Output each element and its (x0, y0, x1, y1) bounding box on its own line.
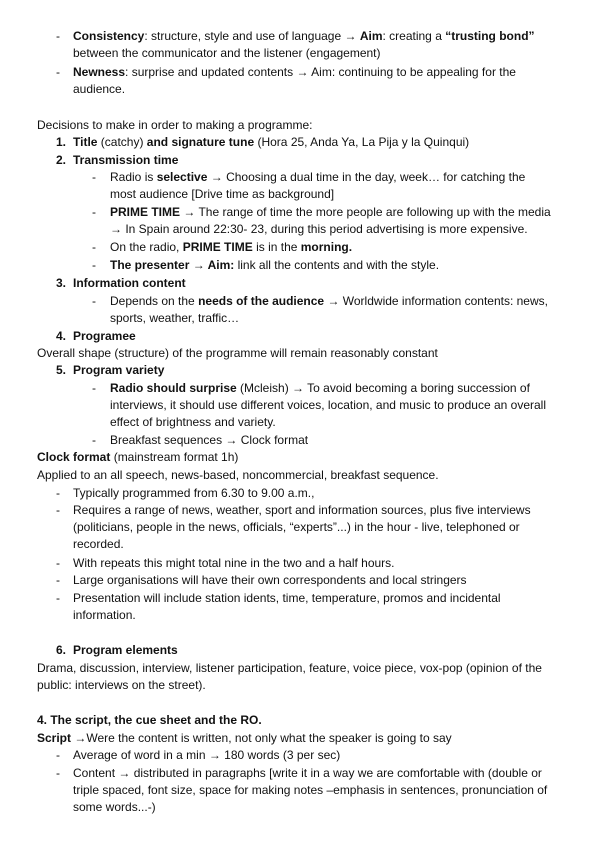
bullet-newness: Newness: surprise and updated contents → Aim: continuing to be appealing for the (73, 65, 516, 79)
sub-radio-prime: On the radio, PRIME TIME is in the morning. (110, 240, 353, 254)
item-number: 2. (56, 153, 67, 167)
sub-radio-surprise-cont2: effect of brightness and variety. (110, 415, 276, 429)
bullet-dash: - (56, 748, 60, 762)
item-number: 5. (56, 363, 67, 377)
item-number: 1. (56, 135, 67, 149)
sub-selective: Radio is selective → Choosing a dual time in the day, week… for catching the (110, 170, 526, 184)
sub-prime-time: PRIME TIME → The range of time the more people are following up with the media (110, 205, 551, 219)
bullet-dash: - (92, 294, 96, 308)
script-bullet-2-cont1: triple spaced, font size, space for making notes –emphasis in sentences, pronunciation of (73, 783, 548, 797)
clock-bullet-1: Typically programmed from 6.30 to 9.00 a.m., (73, 486, 315, 500)
sub-prime-time-cont: → In Spain around 22:30- 23, during this period advertising is more expensive. (110, 222, 528, 236)
clock-bullet-2-cont1: (politicians, people in the news, officials, “experts”...) in the hour - live, telephoned or (73, 520, 520, 534)
bullet-dash: - (92, 240, 96, 254)
bullet-dash: - (56, 486, 60, 500)
clock-bullet-2: Requires a range of news, weather, sport and information sources, plus five interviews (73, 503, 531, 517)
bullet-newness-cont: audience. (73, 82, 126, 96)
script-definition: Script →Were the content is written, not only what the speaker is going to say (37, 731, 452, 745)
script-bullet-2: Content → distributed in paragraphs [write it in a way we are comfortable with (double or (73, 766, 542, 780)
item-number: 6. (56, 643, 67, 657)
sub-radio-surprise: Radio should surprise (Mcleish) → To avoid becoming a boring succession of (110, 381, 530, 395)
clock-bullet-5: Presentation will include station idents, time, temperature, promos and incidental (73, 591, 501, 605)
program-elements-text-2: public: interviews on the street). (37, 678, 206, 692)
bullet-dash: - (92, 433, 96, 447)
sub-needs-audience: Depends on the needs of the audience → Worldwide information contents: news, (110, 294, 548, 308)
item-program-variety: Program variety (73, 363, 165, 377)
bullet-dash: - (92, 205, 96, 219)
bullet-dash: - (56, 503, 60, 517)
script-bullet-2-cont2: some words...-) (73, 800, 156, 814)
item-information-content: Information content (73, 276, 186, 290)
bullet-dash: - (56, 556, 60, 570)
bullet-dash: - (92, 381, 96, 395)
bullet-consistency-cont: between the communicator and the listener (engagement) (73, 46, 381, 60)
clock-bullet-2-cont2: recorded. (73, 537, 124, 551)
item-transmission-time: Transmission time (73, 153, 179, 167)
sub-selective-cont: most audience [Drive time as background] (110, 187, 335, 201)
bullet-consistency: Consistency: structure, style and use of language → Aim: creating a “trusting bond” (73, 29, 535, 43)
clock-bullet-4: Large organisations will have their own correspondents and local stringers (73, 573, 467, 587)
clock-bullet-3: With repeats this might total nine in the two and a half hours. (73, 556, 395, 570)
script-bullet-1: Average of word in a min → 180 words (3 per sec) (73, 748, 341, 762)
item-programee: Programee (73, 329, 136, 343)
sub-radio-surprise-cont1: interviews, it should use different voices, location, and music to produce an overall (110, 398, 547, 412)
sub-needs-audience-cont: sports, weather, traffic… (110, 311, 240, 325)
sub-presenter: The presenter → Aim: link all the contents and with the style. (110, 258, 440, 272)
program-elements-text-1: Drama, discussion, interview, listener participation, feature, voice piece, vox-pop (opinion of the (37, 661, 542, 675)
section-4-heading: 4. The script, the cue sheet and the RO. (37, 713, 262, 727)
bullet-dash: - (56, 29, 60, 43)
bullet-dash: - (92, 258, 96, 272)
bullet-dash: - (56, 65, 60, 79)
programee-text: Overall shape (structure) of the programme will remain reasonably constant (37, 346, 438, 360)
bullet-dash: - (56, 591, 60, 605)
sub-breakfast: Breakfast sequences → Clock format (110, 433, 309, 447)
item-number: 3. (56, 276, 67, 290)
item-title-tune: Title (catchy) and signature tune (Hora 25, Anda Ya, La Pija y la Quinqui) (73, 135, 470, 149)
item-number: 4. (56, 329, 67, 343)
bullet-dash: - (56, 766, 60, 780)
bullet-dash: - (92, 170, 96, 184)
clock-bullet-5-cont: information. (73, 608, 136, 622)
item-program-elements: Program elements (73, 643, 178, 657)
bullet-dash: - (56, 573, 60, 587)
clock-intro: Applied to an all speech, news-based, noncommercial, breakfast sequence. (37, 468, 439, 482)
clock-format-heading: Clock format (mainstream format 1h) (37, 450, 239, 464)
decisions-intro: Decisions to make in order to making a programme: (37, 118, 313, 132)
